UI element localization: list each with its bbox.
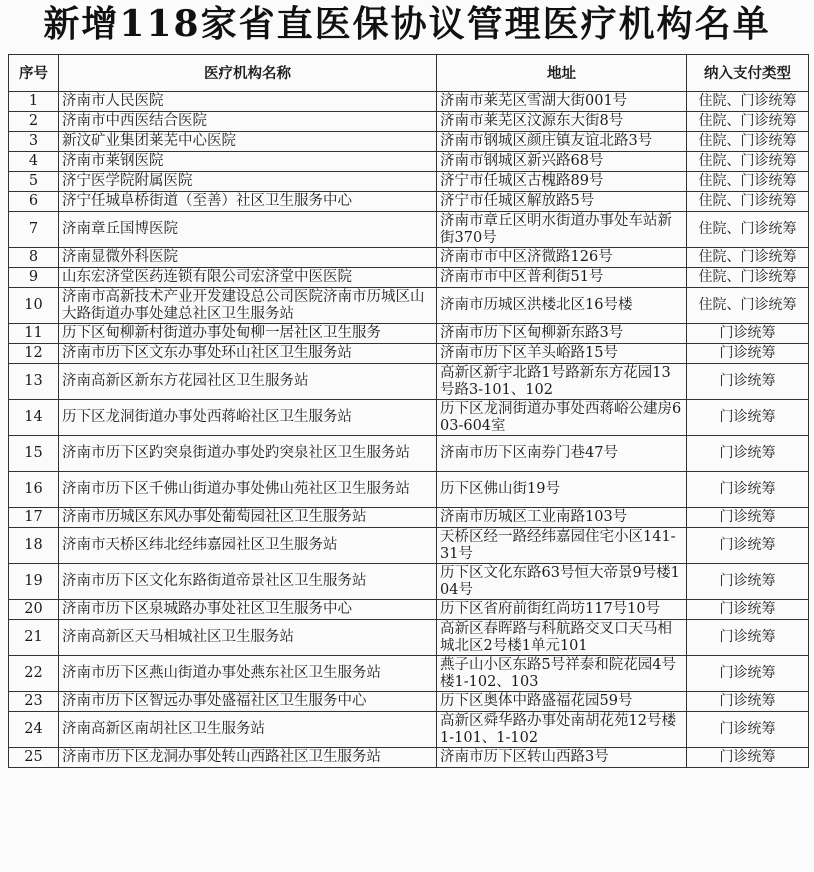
cell-address: 高新区新宇北路1号路新东方花园13号路3-101、102 xyxy=(437,364,687,400)
cell-name: 济南市历下区龙洞办事处转山西路社区卫生服务站 xyxy=(59,748,437,768)
cell-address: 济南市历城区洪楼北区16号楼 xyxy=(437,288,687,324)
cell-payment-type: 门诊统筹 xyxy=(687,692,809,712)
cell-name: 济南市莱钢医院 xyxy=(59,152,437,172)
table-row xyxy=(9,564,809,600)
institution-table xyxy=(8,54,809,768)
cell-serial: 18 xyxy=(9,528,59,564)
cell-serial: 19 xyxy=(9,564,59,600)
table-row xyxy=(9,268,809,288)
cell-address: 济南市市中区济微路126号 xyxy=(437,248,687,268)
cell-address: 济宁市任城区解放路5号 xyxy=(437,192,687,212)
cell-address: 济南市历下区南券门巷47号 xyxy=(437,436,687,472)
cell-name: 历下区龙洞街道办事处西蒋峪社区卫生服务站 xyxy=(59,400,437,436)
cell-address: 高新区舜华路办事处南胡花苑12号楼1-101、1-102 xyxy=(437,712,687,748)
table-row xyxy=(9,508,809,528)
cell-serial: 21 xyxy=(9,620,59,656)
cell-name: 济南市人民医院 xyxy=(59,92,437,112)
cell-payment-type: 住院、门诊统筹 xyxy=(687,172,809,192)
cell-name: 济南高新区天马相城社区卫生服务站 xyxy=(59,620,437,656)
cell-serial: 20 xyxy=(9,600,59,620)
cell-payment-type: 门诊统筹 xyxy=(687,564,809,600)
cell-payment-type: 门诊统筹 xyxy=(687,436,809,472)
cell-name: 济南市历城区东风办事处葡萄园社区卫生服务站 xyxy=(59,508,437,528)
cell-address: 历下区文化东路63号恒大帝景9号楼104号 xyxy=(437,564,687,600)
cell-address: 济南市市中区普利街51号 xyxy=(437,268,687,288)
cell-serial: 13 xyxy=(9,364,59,400)
table-row xyxy=(9,132,809,152)
cell-payment-type: 住院、门诊统筹 xyxy=(687,132,809,152)
table-header-row xyxy=(9,55,809,92)
cell-address: 历下区佛山街19号 xyxy=(437,472,687,508)
cell-serial: 16 xyxy=(9,472,59,508)
cell-payment-type: 门诊统筹 xyxy=(687,364,809,400)
header-name: 医疗机构名称 xyxy=(59,55,437,92)
cell-serial: 17 xyxy=(9,508,59,528)
cell-serial: 4 xyxy=(9,152,59,172)
cell-address: 济南市钢城区新兴路68号 xyxy=(437,152,687,172)
cell-payment-type: 住院、门诊统筹 xyxy=(687,212,809,248)
cell-address: 济南市钢城区颜庄镇友谊北路3号 xyxy=(437,132,687,152)
cell-name: 济南市历下区千佛山街道办事处佛山苑社区卫生服务站 xyxy=(59,472,437,508)
table-row xyxy=(9,436,809,472)
cell-address: 燕子山小区东路5号祥泰和院花园4号楼1-102、103 xyxy=(437,656,687,692)
table-row xyxy=(9,400,809,436)
cell-name: 济南章丘国博医院 xyxy=(59,212,437,248)
cell-serial: 7 xyxy=(9,212,59,248)
table-row xyxy=(9,324,809,344)
table-row xyxy=(9,172,809,192)
cell-name: 济南高新区南胡社区卫生服务站 xyxy=(59,712,437,748)
cell-address: 济南市莱芜区雪湖大街001号 xyxy=(437,92,687,112)
cell-address: 历下区省府前街红尚坊117号10号 xyxy=(437,600,687,620)
cell-address: 济南市历下区羊头峪路15号 xyxy=(437,344,687,364)
cell-payment-type: 门诊统筹 xyxy=(687,344,809,364)
cell-serial: 5 xyxy=(9,172,59,192)
cell-name: 济宁任城阜桥街道（至善）社区卫生服务中心 xyxy=(59,192,437,212)
table-row xyxy=(9,112,809,132)
cell-address: 济宁市任城区古槐路89号 xyxy=(437,172,687,192)
table-row xyxy=(9,656,809,692)
table-row xyxy=(9,600,809,620)
table-row xyxy=(9,472,809,508)
cell-name: 济南市历下区文化东路街道帝景社区卫生服务站 xyxy=(59,564,437,600)
cell-name: 济南市历下区趵突泉街道办事处趵突泉社区卫生服务站 xyxy=(59,436,437,472)
cell-payment-type: 门诊统筹 xyxy=(687,600,809,620)
table-row xyxy=(9,364,809,400)
cell-name: 新汶矿业集团莱芜中心医院 xyxy=(59,132,437,152)
cell-address: 济南市历城区工业南路103号 xyxy=(437,508,687,528)
cell-serial: 12 xyxy=(9,344,59,364)
cell-payment-type: 门诊统筹 xyxy=(687,400,809,436)
table-row xyxy=(9,620,809,656)
cell-payment-type: 门诊统筹 xyxy=(687,712,809,748)
cell-serial: 10 xyxy=(9,288,59,324)
cell-serial: 22 xyxy=(9,656,59,692)
cell-payment-type: 住院、门诊统筹 xyxy=(687,152,809,172)
table-row xyxy=(9,152,809,172)
table-row xyxy=(9,344,809,364)
cell-payment-type: 门诊统筹 xyxy=(687,472,809,508)
cell-serial: 6 xyxy=(9,192,59,212)
cell-payment-type: 住院、门诊统筹 xyxy=(687,268,809,288)
cell-payment-type: 门诊统筹 xyxy=(687,748,809,768)
cell-serial: 23 xyxy=(9,692,59,712)
cell-address: 济南市历下区转山西路3号 xyxy=(437,748,687,768)
cell-name: 历下区甸柳新村街道办事处甸柳一居社区卫生服务 xyxy=(59,324,437,344)
header-address: 地址 xyxy=(437,55,687,92)
cell-payment-type: 住院、门诊统筹 xyxy=(687,192,809,212)
cell-name: 济南高新区新东方花园社区卫生服务站 xyxy=(59,364,437,400)
table-row xyxy=(9,192,809,212)
cell-name: 济南显微外科医院 xyxy=(59,248,437,268)
cell-address: 济南市莱芜区汶源东大街8号 xyxy=(437,112,687,132)
cell-payment-type: 住院、门诊统筹 xyxy=(687,248,809,268)
cell-payment-type: 门诊统筹 xyxy=(687,620,809,656)
cell-serial: 3 xyxy=(9,132,59,152)
table-row xyxy=(9,528,809,564)
cell-address: 历下区奥体中路盛福花园59号 xyxy=(437,692,687,712)
cell-name: 济南市天桥区纬北经纬嘉园社区卫生服务站 xyxy=(59,528,437,564)
cell-payment-type: 住院、门诊统筹 xyxy=(687,288,809,324)
table-row xyxy=(9,748,809,768)
cell-name: 济南市历下区智远办事处盛福社区卫生服务中心 xyxy=(59,692,437,712)
cell-address: 济南市历下区甸柳新东路3号 xyxy=(437,324,687,344)
cell-address: 天桥区经一路经纬嘉园住宅小区141-31号 xyxy=(437,528,687,564)
table-row xyxy=(9,712,809,748)
cell-serial: 8 xyxy=(9,248,59,268)
cell-serial: 11 xyxy=(9,324,59,344)
table-row xyxy=(9,692,809,712)
cell-name: 济宁医学院附属医院 xyxy=(59,172,437,192)
cell-payment-type: 门诊统筹 xyxy=(687,324,809,344)
cell-address: 高新区春晖路与科航路交叉口天马相城北区2号楼1单元101 xyxy=(437,620,687,656)
cell-serial: 1 xyxy=(9,92,59,112)
table-row xyxy=(9,288,809,324)
table-row xyxy=(9,248,809,268)
page-title: 新增118家省直医保协议管理医疗机构名单 xyxy=(43,3,771,45)
cell-payment-type: 门诊统筹 xyxy=(687,528,809,564)
cell-serial: 24 xyxy=(9,712,59,748)
table-row xyxy=(9,212,809,248)
cell-payment-type: 门诊统筹 xyxy=(687,656,809,692)
cell-serial: 9 xyxy=(9,268,59,288)
header-payment-type: 纳入支付类型 xyxy=(687,55,809,92)
cell-name: 济南市历下区燕山街道办事处燕东社区卫生服务站 xyxy=(59,656,437,692)
cell-name: 济南市历下区泉城路办事处社区卫生服务中心 xyxy=(59,600,437,620)
cell-address: 历下区龙洞街道办事处西蒋峪公建房603-604室 xyxy=(437,400,687,436)
cell-payment-type: 住院、门诊统筹 xyxy=(687,92,809,112)
table-row xyxy=(9,92,809,112)
cell-serial: 25 xyxy=(9,748,59,768)
cell-payment-type: 住院、门诊统筹 xyxy=(687,112,809,132)
cell-serial: 15 xyxy=(9,436,59,472)
cell-serial: 14 xyxy=(9,400,59,436)
cell-name: 济南市高新技术产业开发建设总公司医院济南市历城区山大路街道办事处建总社区卫生服务站 xyxy=(59,288,437,324)
cell-serial: 2 xyxy=(9,112,59,132)
cell-name: 山东宏济堂医药连锁有限公司宏济堂中医医院 xyxy=(59,268,437,288)
table-body xyxy=(9,92,809,768)
header-serial: 序号 xyxy=(9,55,59,92)
cell-name: 济南市中西医结合医院 xyxy=(59,112,437,132)
cell-address: 济南市章丘区明水街道办事处车站新街370号 xyxy=(437,212,687,248)
cell-name: 济南市历下区文东办事处环山社区卫生服务站 xyxy=(59,344,437,364)
cell-payment-type: 门诊统筹 xyxy=(687,508,809,528)
